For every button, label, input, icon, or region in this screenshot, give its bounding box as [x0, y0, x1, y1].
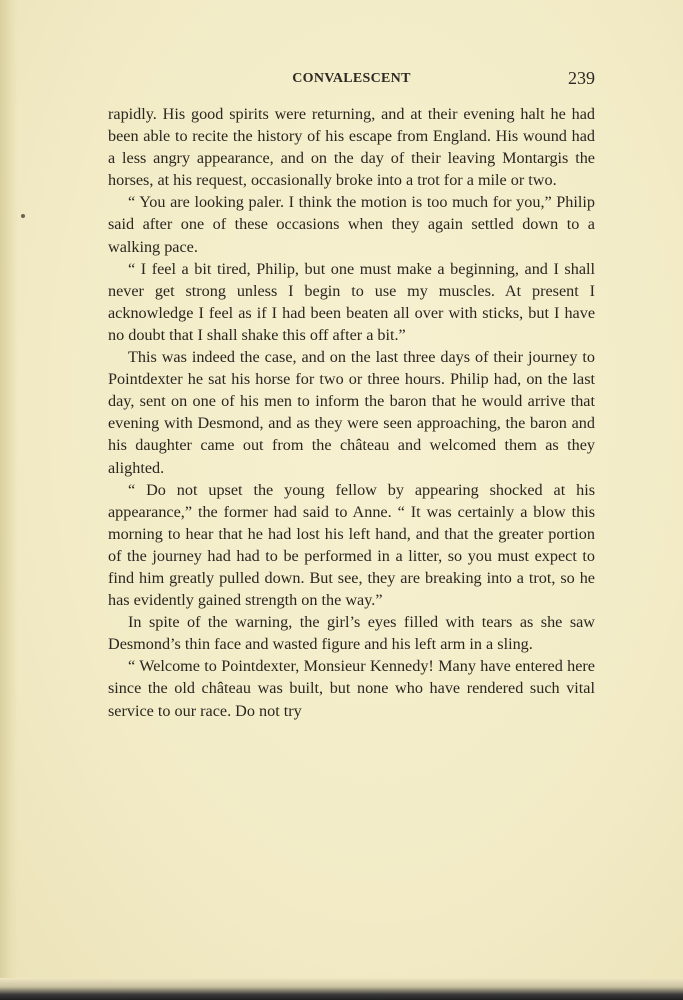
paragraph: “ You are looking paler. I think the motion is too much for you,” Philip said after one of these occasions when they again settled down to a walking pace. — [108, 193, 595, 256]
paragraph: In spite of the warning, the girl’s eyes filled with tears as she saw Desmond’s thin face and wasted figure and his left arm in a sling. — [108, 613, 595, 654]
page-gutter — [0, 0, 18, 1000]
paragraph: “ Do not upset the young fellow by appearing shocked at his appearance,” the former had said to Anne. “ It was certainly a blow this morning to hear that he had lost his left hand, and that the greater portion of the journey had had to be performed in a litter, so you must expect to find him greatly pulled down. But see, they are breaking into a trot, so he has evidently gained strength on the way.” — [108, 480, 595, 610]
page-header — [108, 68, 595, 92]
paragraph: This was indeed the case, and on the last three days of their journey to Pointdexter he sat his horse for two or three hours. Philip had, on the last day, sent on one of his men to inform the baron that he would arrive that evening with Desmond, and as they were seen approaching, the baron and his daughter came out from the château and welcomed them as they alighted. — [108, 348, 595, 477]
page-bottom-edge — [0, 978, 683, 1000]
paragraph: “ Welcome to Pointdexter, Monsieur Kennedy! Many have entered here since the old château was built, but none who have rendered such vital service to our race. Do not try — [108, 657, 595, 720]
body-text — [108, 103, 595, 722]
paragraph: rapidly. His good spirits were returning, and at their evening halt he had been able to recite the history of his escape from England. His wound had a less angry appearance, and on the day of their leaving Montargis the horses, at his request, occasionally broke into a trot for a mile or two. — [108, 105, 595, 190]
paragraph: “ I feel a bit tired, Philip, but one must make a beginning, and I shall never get strong unless I begin to use my muscles. At present I acknowledge I feel as if I had been beaten all over with sticks, but I have no doubt that I shall shake this off after a bit.” — [108, 259, 595, 344]
page-number: 239 — [568, 68, 595, 88]
running-head: CONVALESCENT — [292, 71, 411, 86]
margin-speck — [21, 214, 25, 218]
